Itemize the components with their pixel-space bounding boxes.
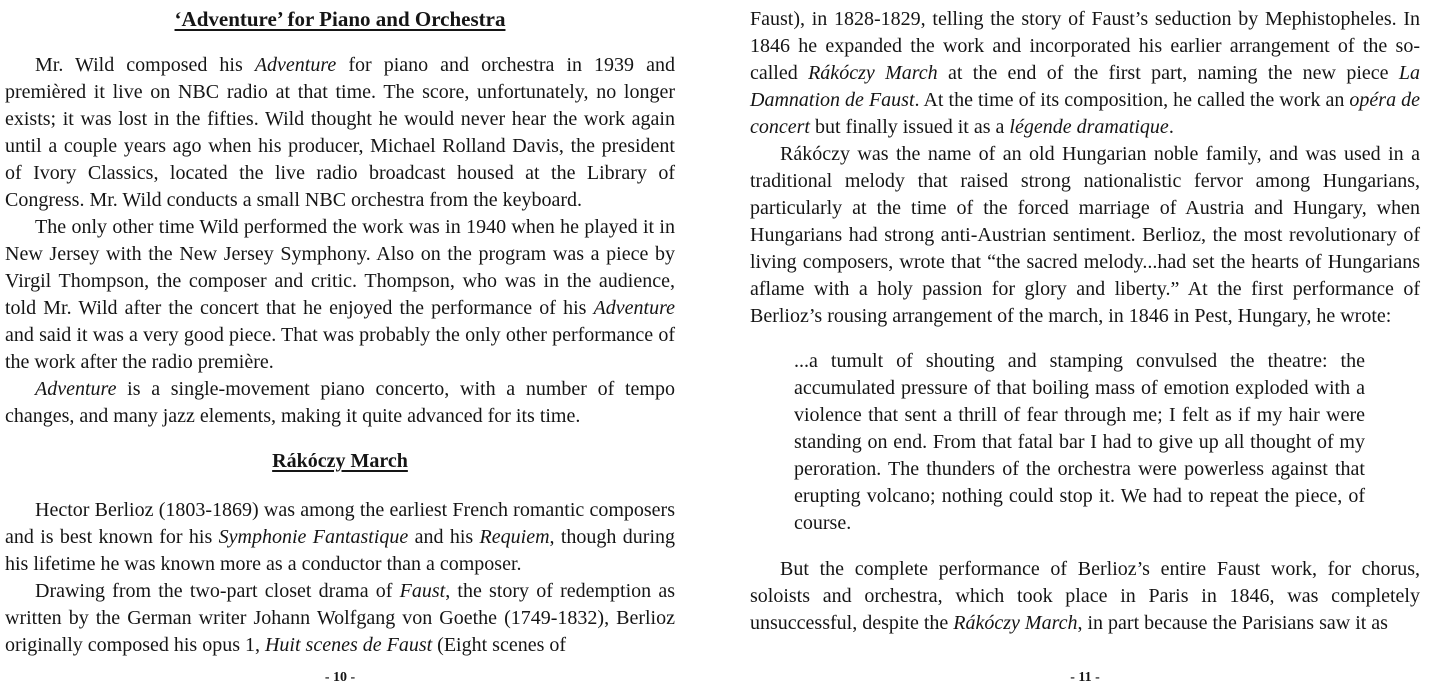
page-left — [0, 0, 722, 692]
page-right — [722, 0, 1445, 692]
block-quote: ...a tumult of shouting and stamping convulsed the theatre: the accumulated pressure of that boiling mass of emotion exploded with a violence that sent a thrill of fear through me; I felt as if my hair were standing on end. From that fatal bar I had to give up all thought of my peroration. The thunders of the orchestra were powerless against that erupting volcano; nothing could stop it. We had to repeat the piece, of course. — [794, 350, 1365, 534]
page-number-left: - 10 - — [324, 670, 356, 685]
page-number-right: - 11 - — [1070, 670, 1100, 685]
section-adventure-body — [5, 52, 675, 430]
paragraph: But the complete performance of Berlioz’s entire Faust work, for chorus, soloists and orchestra, which took place in Paris in 1846, was completely unsuccessful, despite the Rákóczy March, in part because the Parisians saw it as — [750, 558, 1420, 634]
paragraph: Rákóczy was the name of an old Hungarian noble family, and was used in a traditional melody that raised strong nationalistic fervor among Hungarians, particularly at the time of the forced marriage of Austria and Hungary, when Hungarians had strong anti-Austrian sentiment. Berlioz, the most revolutionary of living composers, wrote that “the sacred melody...had set the hearts of Hungarians aflame with a holy passion for glory and liberty.” At the first performance of Berlioz’s rousing arrangement of the march, in 1846 in Pest, Hungary, he wrote: — [750, 143, 1420, 327]
paragraph: Mr. Wild composed his Adventure for piano and orchestra in 1939 and premièred it live on NBC radio at that time. The score, unfortunately, no longer exists; it was lost in the fifties. Wild thought he would never hear the work again until a couple years ago when his producer, Michael Rolland Davis, the president of Ivory Classics, located the live radio broadcast housed at the Library of Congress. Mr. Wild conducts a small NBC orchestra from the keyboard. — [5, 54, 675, 211]
section-rakoczy-body-left — [5, 497, 675, 659]
paragraph: Faust), in 1828-1829, telling the story of Faust’s seduction by Mephistopheles. In 1846 he expanded the work and incorporated his earlier arrangement of the so-called Rákóczy March at the end of the first part, naming the new piece La Damnation de Faust. At the time of its composition, he called the work an opéra de concert but finally issued it as a légende dramatique. — [750, 8, 1421, 138]
section-title-adventure: ‘Adventure’ for Piano and Orchestra — [174, 7, 506, 31]
paragraph: Adventure is a single-movement piano concerto, with a number of tempo changes, and many jazz elements, making it quite advanced for its time. — [5, 378, 675, 427]
paragraph: Hector Berlioz (1803-1869) was among the earliest French romantic composers and is best known for his Symphonie Fantastique and his Requiem, though during his lifetime he was known more as a conductor than a composer. — [5, 499, 675, 575]
paragraph: Drawing from the two-part closet drama of Faust, the story of redemption as written by the German writer Johann Wolfgang von Goethe (1749-1832), Berlioz originally composed his opus 1, Huit scenes de Faust (Eight scenes of — [5, 580, 676, 656]
section-rakoczy-body-right — [750, 6, 1420, 637]
section-title-rakoczy-march: Rákóczy March — [272, 450, 408, 472]
paragraph: The only other time Wild performed the work was in 1940 when he played it in New Jersey with the New Jersey Symphony. Also on the program was a piece by Virgil Thompson, the composer and critic. Thompson, who was in the audience, told Mr. Wild after the concert that he enjoyed the performance of his Adventure and said it was a very good piece. That was probably the only other performance of the work after the radio première. — [5, 216, 675, 373]
